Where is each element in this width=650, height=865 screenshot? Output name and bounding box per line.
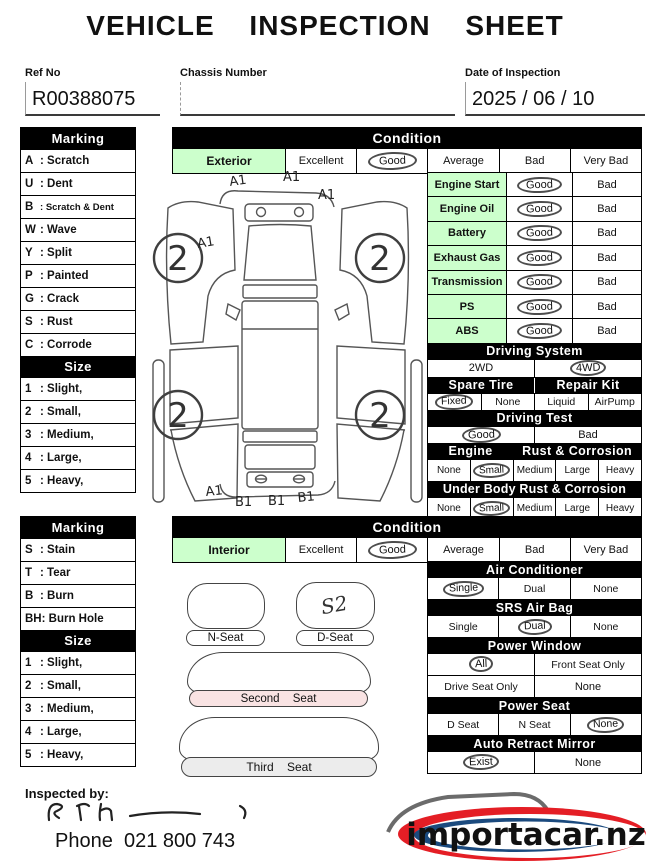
ref-no-label: Ref No — [25, 67, 61, 79]
driving-test-header: Driving Test — [428, 410, 641, 426]
power-window-row-2 — [428, 675, 641, 697]
spare-tire-repair-kit-row — [428, 393, 641, 410]
legend-label: : Small, — [40, 406, 81, 418]
legend-label: : Heavy, — [40, 475, 83, 487]
system-label: Transmission — [428, 271, 506, 294]
option-cell: Heavy — [598, 460, 641, 481]
hand-circle-mark: Small — [473, 462, 511, 478]
option-cell-selected — [428, 654, 534, 675]
n-seat-cushion — [187, 583, 265, 629]
hand-circle-mark: Good — [461, 426, 500, 443]
legend-label: : Large, — [40, 726, 82, 738]
hand-circle-mark: Good — [517, 200, 562, 218]
driving-test-row — [428, 426, 641, 443]
system-label: Exhaust Gas — [428, 246, 506, 269]
driving-system-header: Driving System — [428, 343, 641, 359]
inspection-date-value: 2025 / 06 / 10 — [465, 82, 645, 116]
system-label: PS — [428, 295, 506, 318]
legend-code: S — [25, 316, 33, 328]
hand-circle-mark: Good — [517, 322, 562, 340]
legend-row — [21, 651, 135, 674]
option-cell: None — [436, 502, 461, 514]
legend-label: : Burn — [40, 590, 74, 602]
legend-label: : Scratch — [40, 155, 89, 167]
option-cell: None — [436, 464, 461, 476]
option-cell: None — [534, 676, 641, 697]
option-cell-selected — [506, 295, 572, 318]
hand-circle-mark: Dual — [517, 618, 551, 635]
marking-header: Marking — [21, 517, 135, 538]
fender-damage-label: A1 — [196, 234, 216, 252]
legend-row — [21, 264, 135, 287]
option-cell: N Seat — [498, 714, 569, 735]
legend-code: P — [25, 270, 33, 282]
legend-label: : Slight, — [40, 383, 82, 395]
rear-damage-label: B1 — [296, 489, 316, 506]
legend-label: : Slight, — [40, 657, 82, 669]
rear-damage-label: B1 — [268, 494, 286, 508]
legend-row — [21, 607, 135, 630]
option-cell: Liquid — [534, 394, 588, 410]
option-cell: Bad — [572, 319, 641, 342]
srs-air-bag-header: SRS Air Bag — [428, 599, 641, 615]
option-cell: Bad — [572, 222, 641, 245]
exterior-condition-table — [172, 127, 642, 174]
hand-circle-mark: 4WD — [569, 360, 606, 377]
system-row — [428, 196, 641, 220]
engine-rust-header — [428, 443, 641, 459]
option-cell: None — [570, 616, 641, 637]
interior-label: Interior — [173, 538, 285, 562]
legend-code: G — [25, 293, 34, 305]
option-cell: Front Seat Only — [534, 654, 641, 675]
option-cell: Very Bad — [570, 149, 641, 173]
legend-code: S — [25, 544, 33, 556]
legend-row — [21, 469, 135, 492]
legend-row — [21, 377, 135, 400]
legend-row — [21, 149, 135, 172]
system-row — [428, 221, 641, 245]
condition-header: Condition — [173, 128, 641, 148]
phone-number: Phone 021 800 743 — [55, 830, 236, 852]
hand-circle-mark: Good — [517, 225, 562, 243]
legend-code: 5 — [25, 749, 32, 761]
option-cell: Bad — [499, 149, 570, 173]
legend-label: : Dent — [40, 178, 73, 190]
page-title: VEHICLE INSPECTION SHEET — [86, 10, 564, 41]
inspection-date-label: Date of Inspection — [465, 67, 561, 79]
legend-row — [21, 218, 135, 241]
legend-row — [21, 446, 135, 469]
driving-system-row — [428, 359, 641, 377]
legend-code: 1 — [25, 383, 32, 395]
system-label: Battery — [428, 222, 506, 245]
system-row — [428, 173, 641, 196]
legend-row — [21, 743, 135, 766]
front-damage-label: A1 — [228, 172, 248, 190]
option-cell: Single — [448, 620, 478, 633]
interior-equipment-panel — [427, 561, 642, 774]
inspected-by-label: Inspected by: — [25, 786, 109, 801]
front-damage-label: A1 — [283, 170, 301, 185]
legend-label: : Painted — [40, 270, 89, 282]
system-label: ABS — [428, 319, 506, 342]
legend-code: 1 — [25, 657, 32, 669]
wheel-mark-front-right: 2 — [369, 239, 391, 279]
option-cell: Bad — [499, 538, 570, 562]
option-cell: Large — [555, 498, 598, 519]
interior-condition-row — [173, 537, 641, 562]
legend-code: B — [25, 590, 34, 602]
legend-label: : Medium, — [40, 703, 94, 715]
option-cell: Dual — [498, 578, 569, 599]
legend-code: 5 — [25, 475, 32, 487]
legend-code: 2 — [25, 680, 32, 692]
hand-circle-mark: All — [469, 656, 494, 673]
d-seat-stain-mark: S2 — [319, 590, 350, 620]
option-cell: Bad — [534, 427, 641, 443]
option-cell: Large — [555, 460, 598, 481]
legend-row — [21, 538, 135, 561]
hand-circle-mark: Single — [442, 580, 484, 597]
condition-header: Condition — [173, 517, 641, 537]
option-cell-selected — [470, 460, 513, 481]
option-cell: Drive Seat Only — [444, 680, 518, 693]
exterior-label: Exterior — [173, 149, 285, 173]
hand-circle-mark: Exist — [463, 754, 499, 771]
option-cell: None — [534, 752, 641, 773]
option-cell: Bad — [572, 271, 641, 294]
option-cell-selected — [534, 360, 641, 377]
legend-label: : Stain — [40, 544, 75, 556]
option-cell-selected — [570, 714, 641, 735]
hand-circle-mark: Good — [368, 151, 418, 171]
legend-row — [21, 310, 135, 333]
wheel-mark-front-left: 2 — [167, 239, 189, 279]
option-cell: Heavy — [598, 498, 641, 519]
legend-row — [21, 195, 135, 218]
legend-label: : Large, — [40, 452, 82, 464]
option-cell: D Seat — [447, 718, 480, 731]
importacar-logo — [386, 784, 648, 864]
option-cell: Medium — [513, 498, 556, 519]
legend-code: 3 — [25, 429, 32, 441]
legend-label: : Corrode — [40, 339, 92, 351]
legend-row — [21, 697, 135, 720]
legend-code: 2 — [25, 406, 32, 418]
system-label: Engine Oil — [428, 197, 506, 220]
repair-kit-header: Repair Kit — [534, 378, 641, 393]
power-seat-header: Power Seat — [428, 697, 641, 713]
interior-marking-legend — [20, 516, 136, 767]
chassis-number-label: Chassis Number — [180, 67, 267, 79]
option-cell-selected — [428, 394, 481, 410]
ref-no-value: R00388075 — [25, 82, 160, 116]
rear-damage-label: A1 — [204, 483, 224, 500]
option-cell: 2WD — [468, 362, 494, 375]
option-cell: Excellent — [285, 538, 356, 562]
engine-rust-header-left: Engine — [428, 444, 513, 459]
legend-label: : Burn Hole — [42, 613, 104, 625]
option-cell: Bad — [572, 197, 641, 220]
hand-circle-mark: Good — [517, 273, 562, 291]
legend-code: 3 — [25, 703, 32, 715]
front-damage-label: A1 — [318, 188, 336, 203]
option-cell-selected — [428, 578, 498, 599]
power-seat-row — [428, 713, 641, 735]
hand-circle-mark: None — [587, 716, 625, 733]
legend-code: T — [25, 567, 33, 579]
legend-row — [21, 400, 135, 423]
second-seat-backrest — [187, 652, 371, 694]
third-seat-label: Third Seat — [181, 757, 377, 777]
option-cell-selected — [506, 319, 572, 342]
n-seat-label: N-Seat — [186, 630, 265, 646]
legend-code: B — [25, 201, 34, 213]
legend-label: : Rust — [40, 316, 73, 328]
exterior-marking-legend — [20, 127, 136, 493]
size-header: Size — [21, 356, 135, 377]
chassis-number-value — [180, 82, 455, 116]
hand-circle-mark: Good — [517, 176, 562, 194]
option-cell-selected — [506, 246, 572, 269]
hand-circle-mark: Good — [517, 249, 562, 267]
legend-label: : Crack — [40, 293, 79, 305]
legend-row — [21, 333, 135, 356]
air-conditioner-row — [428, 577, 641, 599]
system-label: Engine Start — [428, 173, 506, 196]
interior-condition-table — [172, 516, 642, 563]
hand-circle-mark: Small — [473, 500, 511, 516]
legend-label: : Medium, — [40, 429, 94, 441]
option-cell-selected — [506, 271, 572, 294]
legend-label: : Heavy, — [40, 749, 83, 761]
legend-label: : Small, — [40, 680, 81, 692]
spare-tire-header: Spare Tire — [428, 378, 534, 393]
option-cell: Very Bad — [570, 538, 641, 562]
rear-damage-label: B1 — [235, 495, 253, 508]
option-cell: None — [481, 394, 535, 410]
third-seat-backrest — [179, 717, 379, 761]
legend-label: : Split — [40, 247, 72, 259]
logo-text: importacar.nz — [406, 817, 646, 853]
option-cell-selected — [506, 222, 572, 245]
inspector-signature — [35, 798, 315, 822]
option-cell-selected — [506, 173, 572, 196]
engine-rust-row — [428, 459, 641, 481]
legend-row — [21, 674, 135, 697]
air-conditioner-header: Air Conditioner — [428, 562, 641, 577]
hand-circle-mark: Good — [368, 540, 418, 560]
system-row — [428, 294, 641, 318]
system-row — [428, 245, 641, 269]
option-cell-selected — [428, 427, 534, 443]
option-cell: Excellent — [285, 149, 356, 173]
legend-code: 4 — [25, 452, 32, 464]
legend-row — [21, 172, 135, 195]
hand-circle-mark: Good — [517, 298, 562, 316]
size-header: Size — [21, 630, 135, 651]
legend-row — [21, 287, 135, 310]
option-cell: Bad — [572, 246, 641, 269]
legend-label: : Tear — [40, 567, 70, 579]
power-window-row-1 — [428, 653, 641, 675]
legend-code: 4 — [25, 726, 32, 738]
legend-code: BH — [25, 613, 42, 625]
srs-air-bag-row — [428, 615, 641, 637]
option-cell: Medium — [513, 460, 556, 481]
power-window-header: Power Window — [428, 637, 641, 653]
option-cell: Bad — [572, 173, 641, 196]
legend-code: A — [25, 155, 34, 167]
option-cell: Average — [427, 538, 498, 562]
d-seat-label: D-Seat — [296, 630, 374, 646]
option-cell-selected — [356, 538, 427, 562]
hand-circle-mark: Fixed — [435, 393, 473, 410]
legend-row — [21, 423, 135, 446]
legend-row — [21, 561, 135, 584]
marking-header: Marking — [21, 128, 135, 149]
option-cell: AirPump — [588, 394, 642, 410]
system-row — [428, 270, 641, 294]
auto-retract-mirror-header: Auto Retract Mirror — [428, 735, 641, 751]
legend-code: C — [25, 339, 34, 351]
option-cell-selected — [428, 752, 534, 773]
mechanical-condition-panel — [427, 172, 642, 520]
option-cell-selected — [498, 616, 569, 637]
auto-retract-mirror-row — [428, 751, 641, 773]
legend-row — [21, 720, 135, 743]
option-cell: Average — [427, 149, 498, 173]
engine-rust-header-right: Rust & Corrosion — [513, 444, 641, 459]
legend-row — [21, 584, 135, 607]
option-cell: None — [570, 578, 641, 599]
option-cell: Bad — [572, 295, 641, 318]
spare-tire-repair-kit-headers — [428, 377, 641, 393]
wheel-mark-rear-left: 2 — [167, 396, 189, 436]
wheel-mark-rear-right: 2 — [369, 396, 391, 436]
legend-label: : Scratch & Dent — [40, 202, 114, 213]
second-seat-label: Second Seat — [189, 690, 368, 707]
system-row — [428, 318, 641, 342]
option-cell-selected — [506, 197, 572, 220]
legend-row — [21, 241, 135, 264]
legend-label: : Wave — [40, 224, 77, 236]
legend-code: W — [25, 224, 36, 236]
legend-code: U — [25, 178, 34, 190]
underbody-rust-header: Under Body Rust & Corrosion — [428, 481, 641, 497]
car-damage-diagram — [150, 168, 425, 508]
legend-code: Y — [25, 247, 33, 259]
